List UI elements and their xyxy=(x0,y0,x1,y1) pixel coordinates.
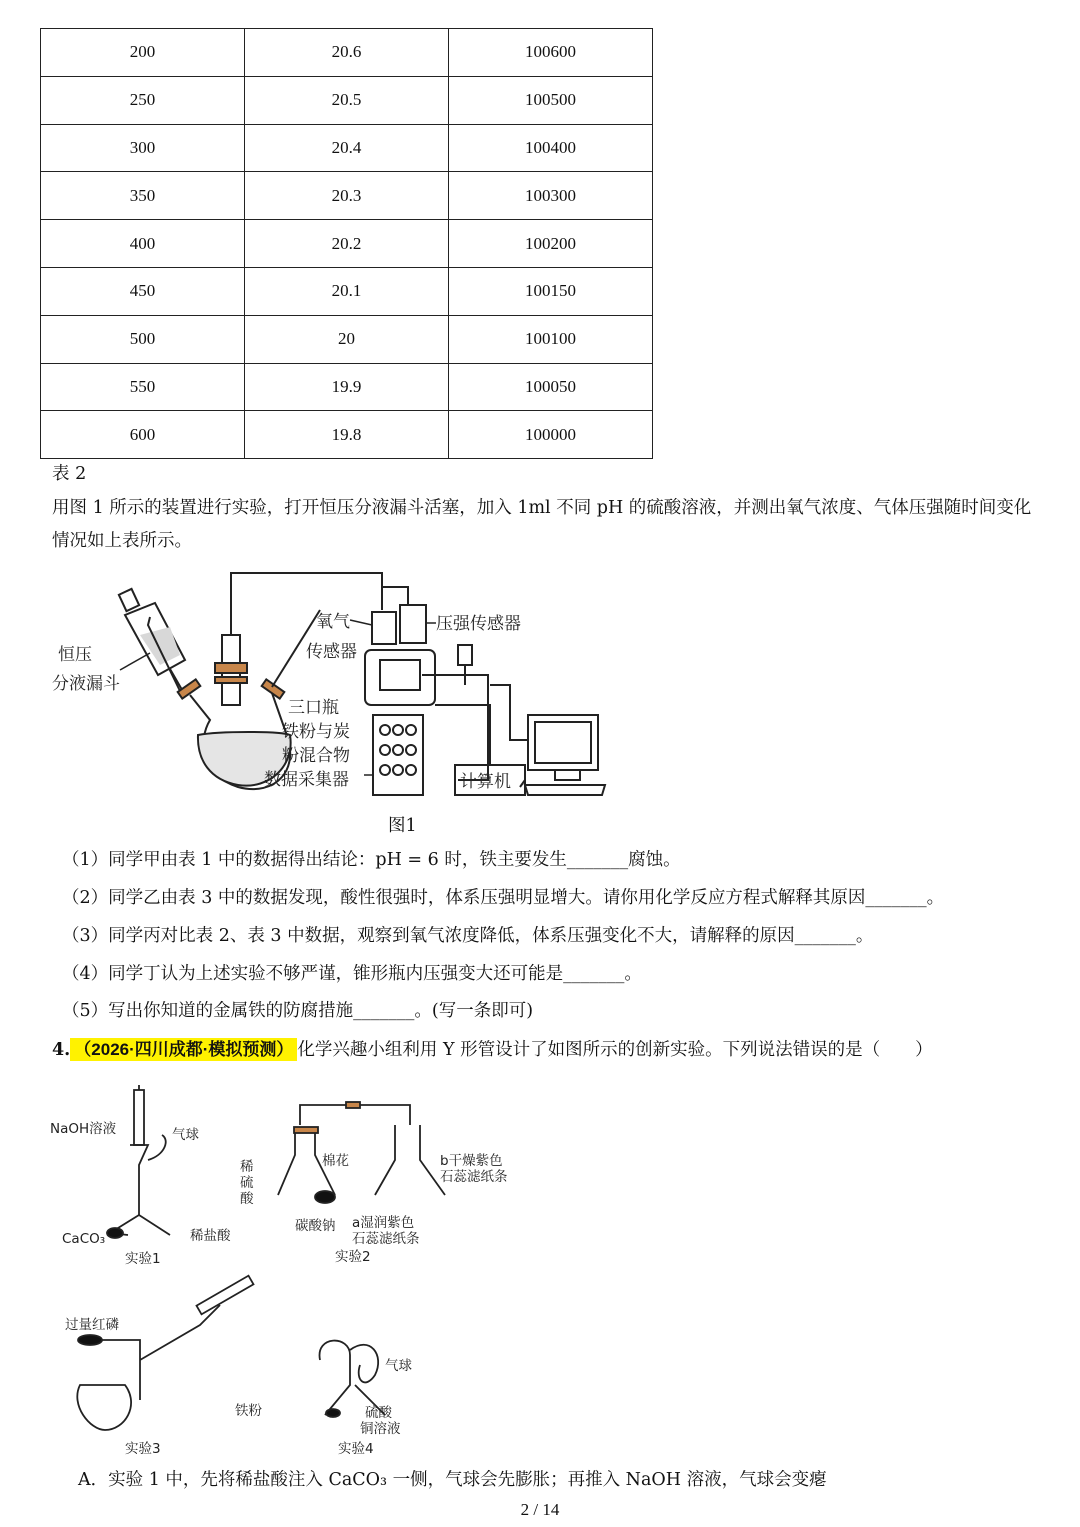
exp2-cotton: 棉花 xyxy=(322,1153,349,1169)
table-cell: 100400 xyxy=(449,124,653,172)
table-cell: 350 xyxy=(41,172,245,220)
exp1-hcl: 稀盐酸 xyxy=(190,1228,231,1244)
table-cell: 19.9 xyxy=(245,363,449,411)
question-1: （1）同学甲由表 1 中的数据得出结论：pH = 6 时，铁主要发生_______腐蚀。 xyxy=(62,850,681,870)
table-cell: 100150 xyxy=(449,267,653,315)
table-cell: 20.2 xyxy=(245,220,449,268)
three-neck-flask xyxy=(178,573,382,789)
label-funnel-2: 分液漏斗 xyxy=(52,674,120,694)
question-3: （3）同学丙对比表 2、表 3 中数据，观察到氧气浓度降低，体系压强变化不大，请解释的原因_______。 xyxy=(62,926,874,946)
exp2-h2so4-3: 酸 xyxy=(240,1191,254,1207)
exp2-caption: 实验2 xyxy=(335,1249,371,1265)
table-row xyxy=(41,172,653,220)
table-cell: 100000 xyxy=(449,411,653,459)
exp3-caption: 实验3 xyxy=(125,1441,161,1457)
figure-1-caption: 图1 xyxy=(388,816,417,836)
table-cell: 20.4 xyxy=(245,124,449,172)
question-4: （4）同学丁认为上述实验不够严谨，锥形瓶内压强变大还可能是_______。 xyxy=(62,964,642,984)
table-row xyxy=(41,124,653,172)
question-2: （2）同学乙由表 3 中的数据发现，酸性很强时，体系压强明显增大。请你用化学反应方程式解释其原因_______。 xyxy=(62,888,945,908)
table-cell: 100600 xyxy=(449,29,653,77)
label-funnel-1: 恒压 xyxy=(58,645,92,665)
table-row xyxy=(41,29,653,77)
exp1-balloon: 气球 xyxy=(172,1127,199,1143)
table-cell: 20.5 xyxy=(245,76,449,124)
table-cell: 550 xyxy=(41,363,245,411)
table-cell: 250 xyxy=(41,76,245,124)
funnel-drawing xyxy=(119,589,190,695)
table-cell: 400 xyxy=(41,220,245,268)
exp1-caco3: CaCO₃ xyxy=(62,1231,106,1247)
exp4-caption: 实验4 xyxy=(338,1441,374,1457)
table-caption: 表 2 xyxy=(52,464,87,484)
exp1-naoh: NaOH溶液 xyxy=(50,1121,117,1137)
q4-stem: 化学兴趣小组利用 Y 形管设计了如图所示的创新实验。下列说法错误的是（ ） xyxy=(297,1040,933,1060)
label-o2-sensor-1: 氧气 xyxy=(316,612,350,632)
label-mix-2: 粉混合物 xyxy=(282,746,350,766)
label-flask: 三口瓶 xyxy=(288,698,339,718)
label-pressure-sensor: 压强传感器 xyxy=(436,614,521,634)
data-table xyxy=(40,28,653,459)
table-row xyxy=(41,315,653,363)
figure-2-experiments xyxy=(50,1085,550,1465)
table-row xyxy=(41,220,653,268)
label-computer: 计算机 xyxy=(460,772,511,792)
table-cell: 20.1 xyxy=(245,267,449,315)
table-row xyxy=(41,363,653,411)
exp2-b-line1: b干燥紫色 xyxy=(440,1153,503,1169)
exp2-a-line2: 石蕊滤纸条 xyxy=(352,1231,420,1247)
label-o2-sensor-2: 传感器 xyxy=(306,642,357,662)
exp2-a-line1: a湿润紫色 xyxy=(352,1215,415,1231)
q4-source-badge: （2026·四川成都·模拟预测） xyxy=(70,1038,297,1061)
table-cell: 100100 xyxy=(449,315,653,363)
figure-1-apparatus xyxy=(50,565,620,840)
label-mix-1: 铁粉与炭 xyxy=(282,722,350,742)
table-cell: 19.8 xyxy=(245,411,449,459)
exp2-b-line2: 石蕊滤纸条 xyxy=(440,1169,508,1185)
table-cell: 20.3 xyxy=(245,172,449,220)
table-cell: 600 xyxy=(41,411,245,459)
table-cell: 20 xyxy=(245,315,449,363)
q4-line xyxy=(52,1034,933,1067)
exp4-cuso4-2: 铜溶液 xyxy=(360,1421,401,1437)
table-row xyxy=(41,411,653,459)
exp2-na2co3: 碳酸钠 xyxy=(295,1218,336,1234)
exp4-iron: 铁粉 xyxy=(235,1403,262,1419)
exp2-h2so4-1: 稀 xyxy=(240,1159,254,1175)
table-cell: 100300 xyxy=(449,172,653,220)
table-cell: 500 xyxy=(41,315,245,363)
table-cell: 300 xyxy=(41,124,245,172)
table-cell: 100200 xyxy=(449,220,653,268)
table-cell: 450 xyxy=(41,267,245,315)
exp3-phos: 过量红磷 xyxy=(65,1317,119,1333)
table-cell: 20.6 xyxy=(245,29,449,77)
exp2-h2so4-2: 硫 xyxy=(240,1175,254,1191)
table-cell: 200 xyxy=(41,29,245,77)
question-5: （5）写出你知道的金属铁的防腐措施_______。(写一条即可) xyxy=(62,1001,534,1021)
exp1-caption: 实验1 xyxy=(125,1251,161,1267)
intro-paragraph: 用图 1 所示的装置进行实验，打开恒压分液漏斗活塞，加入 1ml 不同 pH 的硫酸溶液，并测出氧气浓度、气体压强随时间变化情况如上表所示。 xyxy=(52,498,1032,552)
table-row xyxy=(41,267,653,315)
table-cell: 100500 xyxy=(449,76,653,124)
option-a: A．实验 1 中，先将稀盐酸注入 CaCO₃ 一侧，气球会先膨胀；再推入 NaOH 溶液，气球会变瘪 xyxy=(78,1470,827,1490)
table-row xyxy=(41,76,653,124)
page-footer: 2 / 14 xyxy=(520,1500,560,1519)
exp4-balloon: 气球 xyxy=(385,1358,412,1374)
table-cell: 100050 xyxy=(449,363,653,411)
q4-number: 4. xyxy=(52,1040,71,1060)
label-collector: 数据采集器 xyxy=(264,770,349,790)
exp4-cuso4-1: 硫酸 xyxy=(365,1405,392,1421)
